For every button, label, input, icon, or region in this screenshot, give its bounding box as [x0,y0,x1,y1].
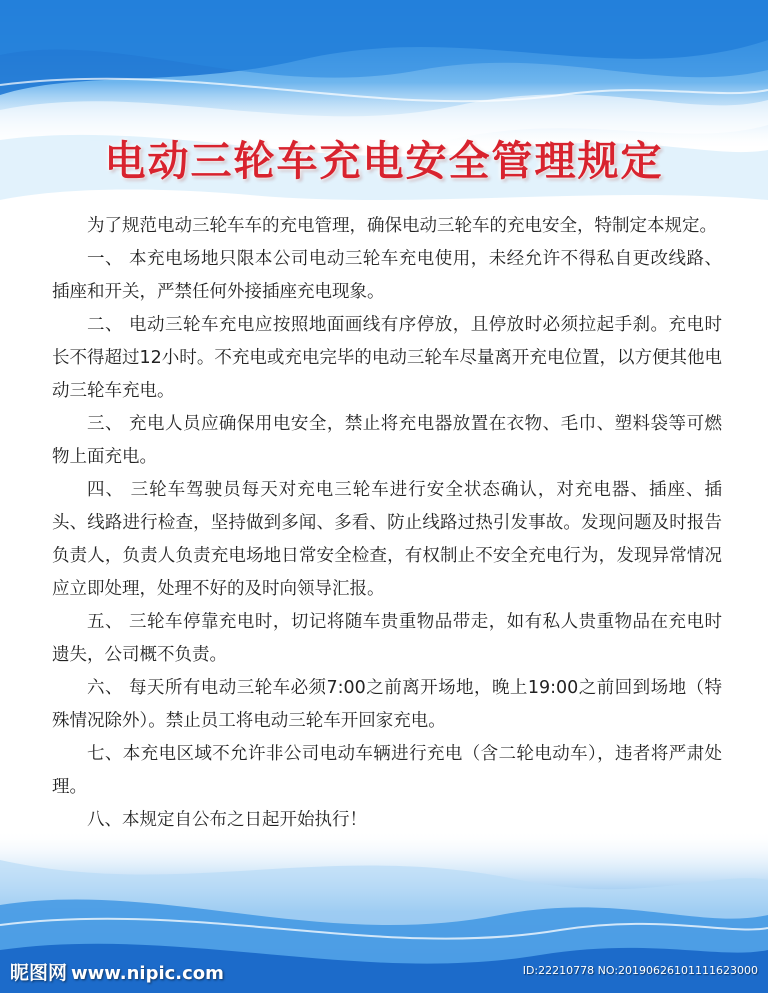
rule-4: 四、 三轮车驾驶员每天对充电三轮车进行安全状态确认，对充电器、插座、插头、线路进行检查，坚持做到多闻、多看、防止线路过热引发事故。发现问题及时报告负责人，负责人负责充电场地日常安全检查，有权制止不安全充电行为，发现异常情况应立即处理，处理不好的及时向领导汇报。 [52,480,722,599]
rule-7: 七、本充电区域不允许非公司电动车辆进行充电（含二轮电动车），违者将严肃处理。 [52,744,722,797]
watermark-id: ID:22210778 NO:20190626101111623000 [522,964,758,977]
rule-2: 二、 电动三轮车充电应按照地面画线有序停放，且停放时必须拉起手刹。充电时长不得超过12小时。不充电或充电完毕的电动三轮车尽量离开充电位置，以方便其他电动三轮车充电。 [52,315,722,401]
intro-paragraph: 为了规范电动三轮车车的充电管理，确保电动三轮车的充电安全，特制定本规定。 [87,216,717,236]
watermark-logo [10,958,224,985]
watermark-url: www.nipic.com [71,963,224,984]
rule-3: 三、 充电人员应确保用电安全，禁止将充电器放置在衣物、毛巾、塑料袋等可燃物上面充电。 [52,414,722,467]
rule-6: 六、 每天所有电动三轮车必须7:00之前离开场地，晚上19:00之前回到场地（特殊情况除外）。禁止员工将电动三轮车开回家充电。 [52,678,722,731]
page-title: 电动三轮车充电安全管理规定 [104,137,664,185]
rule-5: 五、 三轮车停靠充电时，切记将随车贵重物品带走，如有私人贵重物品在充电时遗失，公司概不负责。 [52,612,722,665]
regulation-body [52,210,722,837]
watermark-logo-text: 昵图网 [10,962,68,984]
rule-8: 八、本规定自公布之日起开始执行！ [87,810,367,830]
rule-1: 一、 本充电场地只限本公司电动三轮车充电使用，未经允许不得私自更改线路、插座和开关，严禁任何外接插座充电现象。 [52,249,722,302]
